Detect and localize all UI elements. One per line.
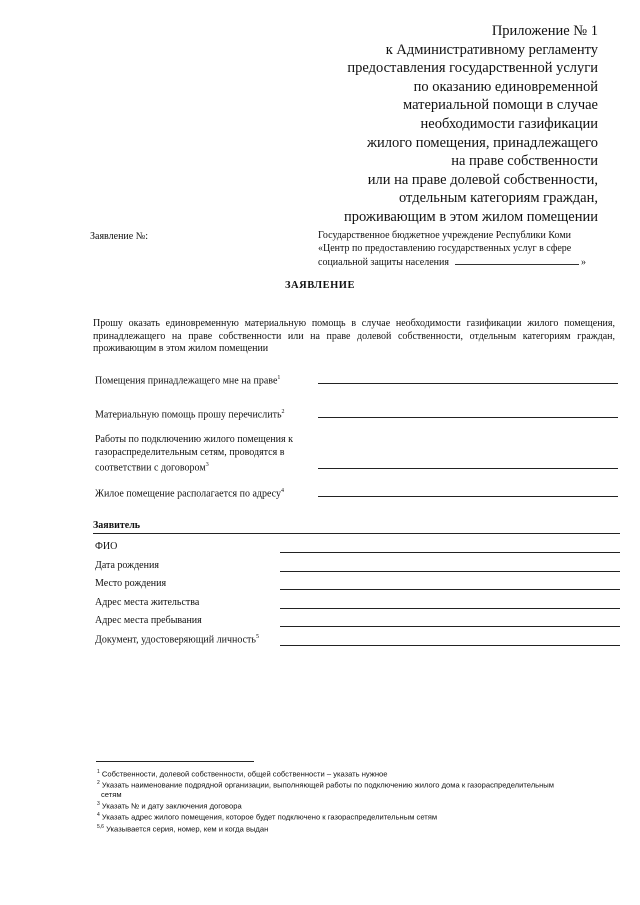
- appendix-line: отдельным категориям граждан,: [399, 190, 598, 207]
- footnote-item: [97, 823, 597, 834]
- footnotes: [97, 768, 597, 834]
- footnote-item: [97, 768, 597, 779]
- appendix-line: на праве собственности: [451, 153, 598, 170]
- footnote-text: Собственности, долевой собственности, общей собственности – указать нужное: [101, 769, 388, 779]
- birth-date-input-line[interactable]: [280, 571, 620, 572]
- appendix-header: [320, 22, 598, 227]
- payment-input-line[interactable]: [318, 417, 618, 418]
- footnote-ref: 4: [280, 488, 284, 494]
- recipient-line: Государственное бюджетное учреждение Республики Коми: [318, 230, 572, 241]
- recipient-closing-quote: »: [580, 257, 586, 268]
- request-text: Прошу оказать единовременную материальную помощь в случае необходимости газификации жилого помещения, принадлежащего на праве собственности или на праве долевой собственности, отдельным категориям граждан, проживающим в этом жилом помещении: [93, 318, 615, 355]
- footnote-mark: 5,6: [97, 823, 104, 830]
- applicant-label-id-document: [95, 634, 259, 645]
- footnote-mark: 2: [97, 780, 100, 787]
- address-input-line[interactable]: [318, 496, 618, 497]
- footnote-text: Указать наименование подрядной организации, выполняющей работы по подключению жилого дома к газораспределительным: [101, 780, 554, 790]
- id-document-input-line[interactable]: [280, 645, 620, 646]
- footnote-mark: 4: [97, 812, 100, 819]
- footnote-text: сетям: [101, 790, 122, 800]
- stay-input-line[interactable]: [280, 626, 620, 627]
- appendix-line: по оказанию единовременной: [413, 78, 598, 95]
- appendix-line: проживающим в этом жилом помещении: [344, 208, 598, 225]
- appendix-line: материальной помощи в случае: [403, 97, 598, 114]
- applicant-label-residence: Адрес места жительства: [95, 597, 200, 608]
- footnote-item: [97, 800, 597, 811]
- contract-input-line[interactable]: [318, 468, 618, 469]
- footnote-text: Указать № и дату заключения договора: [101, 801, 242, 811]
- appendix-line: необходимости газификации: [420, 115, 598, 132]
- applicant-label-text: Документ, удостоверяющий личность: [95, 634, 256, 646]
- document-title: ЗАЯВЛЕНИЕ: [285, 280, 355, 291]
- footnote-item: [97, 811, 597, 822]
- footnote-item: [97, 779, 597, 790]
- applicant-divider: [93, 533, 620, 534]
- footnote-mark: 1: [97, 769, 100, 775]
- recipient-line: «Центр по предоставлению государственных услуг в сфере: [318, 242, 572, 254]
- footnote-ref: 5: [255, 634, 259, 640]
- footnote-text: Указать адрес жилого помещения, которое будет подключено к газораспределительным сетям: [101, 812, 438, 822]
- field-label-address: [95, 485, 284, 501]
- footnote-divider: [96, 761, 254, 762]
- applicant-label-fio: ФИО: [95, 541, 118, 552]
- birth-place-input-line[interactable]: [280, 589, 620, 590]
- footnote-ref: 2: [281, 409, 285, 415]
- field-label-text: газораспределительным сетям, проводятся в: [95, 446, 285, 458]
- field-label-text-end: соответствии с договором: [95, 462, 206, 474]
- recipient-line: [318, 255, 608, 270]
- footnote-item: [97, 790, 597, 800]
- appendix-line: или на праве долевой собственности,: [367, 171, 598, 188]
- footnote-ref: 1: [277, 375, 281, 381]
- applicant-label-birth-place: Место рождения: [95, 578, 167, 589]
- fio-input-line[interactable]: [280, 552, 620, 553]
- footnote-text: Указывается серия, номер, кем и когда выдан: [106, 824, 269, 834]
- applicant-label-stay: Адрес места пребывания: [95, 615, 202, 626]
- field-label-payment: [95, 406, 285, 422]
- footnote-ref: 3: [205, 462, 209, 469]
- appendix-line: к Административному регламенту: [385, 41, 598, 58]
- field-label-ownership: [95, 372, 280, 388]
- field-label-text: Материальную помощь прошу перечислить: [95, 409, 282, 421]
- applicant-label-birth-date: Дата рождения: [95, 560, 159, 571]
- application-number-label: Заявление №:: [90, 231, 149, 242]
- field-label-text: Работы по подключению жилого помещения к: [95, 434, 293, 445]
- appendix-line: жилого помещения, принадлежащего: [366, 134, 598, 151]
- appendix-line: предоставления государственной услуги: [347, 60, 598, 77]
- field-label-text: Помещения принадлежащего мне на праве: [95, 375, 278, 387]
- footnote-mark: 3: [97, 801, 100, 808]
- field-label-text: Жилое помещение располагается по адресу: [95, 488, 281, 500]
- appendix-line: Приложение № 1: [491, 23, 598, 39]
- field-label-text: [95, 459, 293, 475]
- field-label-contract: [95, 434, 293, 475]
- recipient-block: [318, 230, 608, 270]
- recipient-blank-line[interactable]: [455, 255, 579, 265]
- ownership-input-line[interactable]: [318, 383, 618, 384]
- applicant-heading: Заявитель: [93, 520, 141, 531]
- recipient-line-text: социальной защиты населения: [318, 257, 449, 268]
- residence-input-line[interactable]: [280, 608, 620, 609]
